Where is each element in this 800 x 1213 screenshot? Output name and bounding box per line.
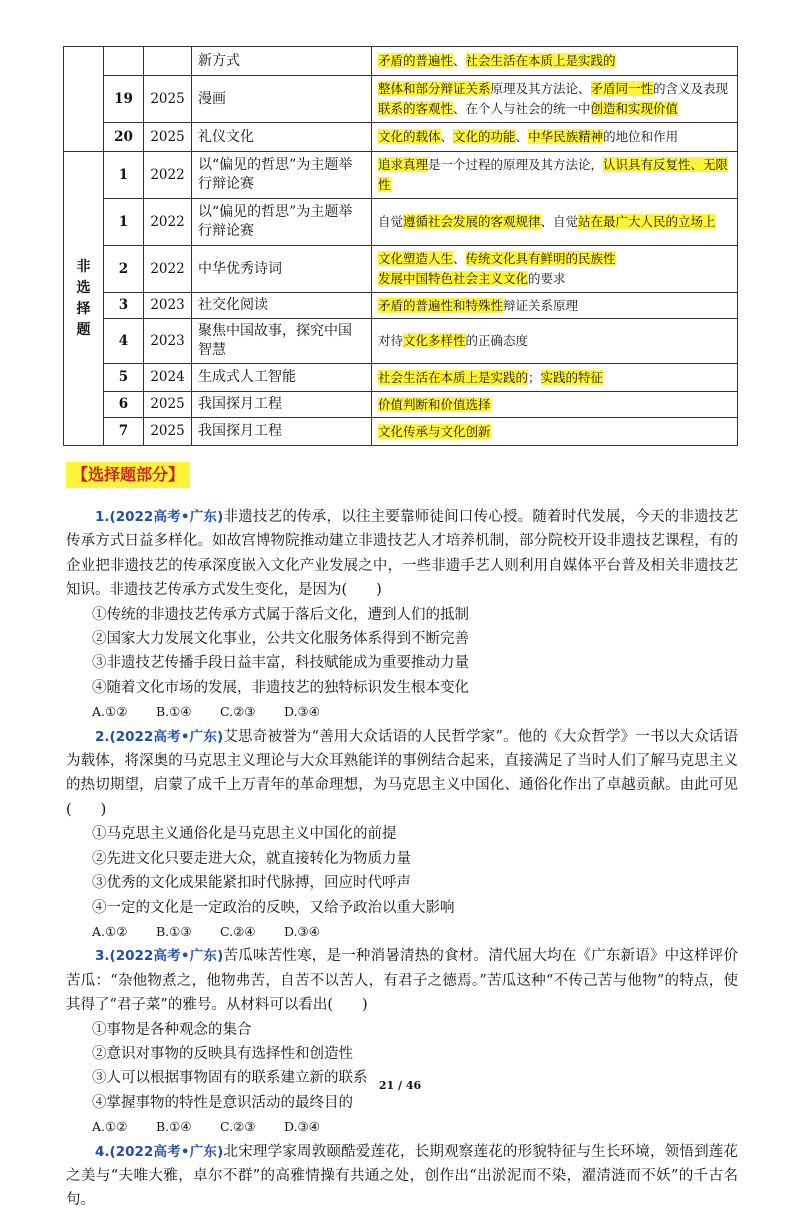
- page-number: 21 / 46: [378, 1079, 422, 1092]
- highlighted-text: 文化的载体: [378, 129, 441, 144]
- key-points-cell: [372, 392, 738, 418]
- text: 原理及其方法论、: [490, 81, 591, 96]
- topic-cell: 以“偏见的哲思”为主题举行辩论赛: [192, 152, 372, 199]
- highlighted-text: 矛盾同一性: [590, 81, 654, 96]
- year-cell: 2022: [144, 199, 192, 246]
- highlighted-text: 价值判断和价值选择: [378, 396, 491, 412]
- question-source-text: (2022高考•广东): [109, 509, 224, 525]
- highlighted-text: 中华民族精神: [528, 129, 604, 144]
- answer-choice: A.①②: [92, 704, 128, 720]
- question-num: 4.: [95, 1143, 110, 1160]
- topic-cell: 社交化阅读: [192, 293, 372, 319]
- year-cell: 2025: [144, 123, 192, 152]
- section-title: 【选择题部分】: [66, 462, 190, 488]
- question-num: 3.: [95, 948, 110, 965]
- key-points-line: [378, 395, 731, 415]
- question-number-cell: 19: [104, 76, 144, 123]
- category-char: 非: [76, 258, 91, 275]
- question-number-cell: 20: [104, 123, 144, 152]
- year-cell: 2023: [144, 293, 192, 319]
- answer-choice: D.③④: [284, 1119, 320, 1135]
- answer-choice: B.①④: [156, 1119, 192, 1135]
- highlighted-text: 遵循社会发展的客观规律: [403, 214, 541, 229]
- key-points-line: [378, 99, 731, 119]
- key-points-line: [378, 368, 731, 388]
- highlighted-text: 站在最广大人民的立场上: [578, 214, 716, 229]
- answer-choices: [66, 920, 738, 944]
- topic-cell: 生成式人工智能: [192, 364, 372, 392]
- question: [66, 505, 738, 725]
- category-char: 选: [76, 279, 91, 296]
- highlighted-text: 矛盾的普遍性: [378, 53, 454, 68]
- key-points-line: [378, 212, 731, 232]
- key-points-cell: [372, 76, 738, 123]
- option-statement: ③优秀的文化成果能紧扣时代脉搏，回应时代呼声: [92, 875, 411, 892]
- highlighted-text: 整体和部分辩证关系: [378, 81, 491, 96]
- option-statement: ④随着文化市场的发展，非遗技艺的独特标识发生根本变化: [92, 679, 469, 696]
- key-points-cell: [372, 152, 738, 199]
- question-source: [95, 1144, 223, 1160]
- answer-choices: [66, 1115, 738, 1139]
- year-cell: 2025: [144, 418, 192, 446]
- key-points-line: [378, 249, 731, 269]
- year-cell: 2023: [144, 319, 192, 364]
- year-cell: 2025: [144, 76, 192, 123]
- text: 、在个人与社会的统一中: [453, 101, 591, 116]
- question-number-cell: 5: [104, 364, 144, 392]
- key-points-line: [378, 51, 731, 71]
- table-row: [64, 152, 738, 199]
- key-points-cell: [372, 199, 738, 246]
- key-points-cell: [372, 418, 738, 446]
- text: 的正确态度: [465, 333, 529, 348]
- option-statement: ②国家大力发展文化事业，公共文化服务体系得到不断完善: [92, 631, 469, 648]
- question-number-cell: 4: [104, 319, 144, 364]
- text: 、: [453, 251, 466, 266]
- table-row: [64, 418, 738, 446]
- table-row: [64, 123, 738, 152]
- highlighted-text: 社会生活在本质上是实践的: [378, 369, 529, 385]
- key-points-cell: [372, 364, 738, 392]
- option-statement: ②先进文化只要走进大众，就直接转化为物质力量: [92, 850, 411, 867]
- text: 是一个过程的原理及其方法论，: [428, 157, 604, 172]
- text: ；: [528, 369, 541, 385]
- category-char: 题: [76, 321, 91, 338]
- table-row: [64, 392, 738, 418]
- question-text: 非遗技艺的传承，以往主要靠师徒间口传心授。随着时代发展，今天的非遗技艺传承方式日益多样化。如故宫博物院推动建立非遗技艺人才培养机制，部分院校开设非遗技艺课程，有的企业把非遗技艺的传承深度嵌入文化产业发展之中，一些非遗手艺人则利用自媒体平台普及相关非遗技艺知识。非遗技艺传承方式发生变化，是因为( ): [66, 509, 738, 599]
- answer-choice: A.①②: [92, 923, 128, 939]
- answer-choice: B.①④: [156, 704, 192, 720]
- knowledge-table: [63, 46, 738, 446]
- text: 的要求: [528, 271, 566, 286]
- key-points-line: [378, 422, 731, 442]
- answer-choice: D.③④: [284, 704, 320, 720]
- option-statement: ③非遗技艺传播手段日益丰富，科技赋能成为重要推动力量: [92, 655, 469, 672]
- question-source: [95, 948, 223, 964]
- answer-choice: C.②④: [220, 923, 256, 939]
- option-statement: ①事物是各种观念的集合: [92, 1021, 252, 1038]
- question-number-cell: 1: [104, 152, 144, 199]
- year-cell: 2022: [144, 152, 192, 199]
- question: [66, 944, 738, 1139]
- key-points-line: [378, 155, 731, 195]
- category-cell-empty: [64, 47, 104, 152]
- question-number-cell: 2: [104, 246, 144, 293]
- table-row: [64, 199, 738, 246]
- option-statement: ②意识对事物的反映具有选择性和创造性: [92, 1045, 353, 1062]
- table-row: [64, 319, 738, 364]
- highlighted-text: 认识具有反复性、无限性: [378, 157, 729, 192]
- text: 的地位和作用: [603, 129, 679, 144]
- table-row: [64, 364, 738, 392]
- option-statement: ①传统的非遗技艺传承方式属于落后文化，遭到人们的抵制: [92, 606, 469, 623]
- question-list: [66, 505, 738, 1213]
- answer-choice: A.①②: [92, 1119, 128, 1135]
- question-number-cell: 3: [104, 293, 144, 319]
- topic-cell: 聚焦中国故事，探究中国智慧: [192, 319, 372, 364]
- text: 的含义及表现: [653, 81, 729, 96]
- question-text: 艾思奇被誉为“善用大众话语的人民哲学家”。他的《大众哲学》一书以大众话语为载体，将深奥的马克思主义理论与大众耳熟能详的事例结合起来，直接满足了当时人们了解马克思主义的热切期望，启蒙了成千上万青年的革命理想，为马克思主义中国化、通俗化作出了卓越贡献。由此可见( ): [66, 728, 738, 818]
- question-num: 2.: [95, 728, 110, 745]
- answer-choice: B.①③: [156, 923, 192, 939]
- question-text: 北宋理学家周敦颐酷爱莲花，长期观察莲花的形貌特征与生长环境，领悟到莲花之美与“夫唯大雅，卓尔不群”的高雅情操有共通之处，创作出“出淤泥而不染，濯清涟而不妖”的千古名句。: [66, 1143, 738, 1209]
- highlighted-text: 社会生活在本质上是实践的: [465, 53, 616, 68]
- key-points-cell: [372, 246, 738, 293]
- year-cell: [144, 47, 192, 76]
- topic-cell: 漫画: [192, 76, 372, 123]
- answer-choice: C.②③: [220, 1119, 256, 1135]
- option-statement: ④掌握事物的特性是意识活动的最终目的: [92, 1094, 353, 1111]
- answer-choices: [66, 700, 738, 724]
- year-cell: 2024: [144, 364, 192, 392]
- text: 、: [515, 129, 529, 144]
- key-points-cell: [372, 293, 738, 319]
- key-points-line: [378, 127, 731, 147]
- question-num: 1.: [95, 509, 110, 525]
- highlighted-text: 联系的客观性: [378, 101, 454, 116]
- question-number-cell: 1: [104, 199, 144, 246]
- question-stem: [66, 944, 738, 1017]
- question: [66, 725, 738, 945]
- highlighted-text: 创造和实现价值: [590, 101, 679, 116]
- question-source-text: (2022高考•广东): [109, 728, 224, 745]
- category-char: 择: [76, 300, 91, 317]
- highlighted-text: 文化多样性: [403, 333, 466, 348]
- question-source-text: (2022高考•广东): [109, 948, 224, 965]
- category-cell: [64, 152, 104, 446]
- option-statement: ④一定的文化是一定政治的反映，又给予政治以重大影响: [92, 899, 455, 916]
- topic-cell: 我国探月工程: [192, 418, 372, 446]
- topic-cell: 我国探月工程: [192, 392, 372, 418]
- highlighted-text: 文化的功能: [453, 129, 516, 144]
- table-row: [64, 293, 738, 319]
- option-statement: ①马克思主义通俗化是马克思主义中国化的前提: [92, 826, 397, 843]
- highlighted-text: 发展中国特色社会主义文化: [378, 271, 529, 286]
- question-stem: [66, 505, 738, 603]
- topic-cell: 礼仪文化: [192, 123, 372, 152]
- answer-choice: D.③④: [284, 923, 320, 939]
- text: 辩证关系原理: [503, 297, 579, 313]
- topic-cell: 以“偏见的哲思”为主题举行辩论赛: [192, 199, 372, 246]
- question-number-cell: 7: [104, 418, 144, 446]
- question-stem: [66, 725, 738, 823]
- key-points-cell: [372, 123, 738, 152]
- key-points-line: [378, 79, 731, 99]
- text: 、: [453, 53, 466, 68]
- text: 、: [440, 129, 454, 144]
- table-row: [64, 246, 738, 293]
- topic-cell: 新方式: [192, 47, 372, 76]
- highlighted-text: 矛盾的普遍性和特殊性: [378, 297, 504, 313]
- question-number-cell: 6: [104, 392, 144, 418]
- topic-cell: 中华优秀诗词: [192, 246, 372, 293]
- table-row: [64, 76, 738, 123]
- table-row: [64, 47, 738, 76]
- highlighted-text: 追求真理: [378, 157, 429, 172]
- question-number-cell: [104, 47, 144, 76]
- question-text: 苦瓜味苦性寒，是一种消暑清热的食材。清代屈大均在《广东新语》中这样评价苦瓜：“杂他物煮之，他物弗苦，自苦不以苦人，有君子之德焉。”苦瓜这种“不传己苦与他物”的特点，使其得了“君子菜”的雅号。从材料可以看出( ): [66, 948, 738, 1014]
- question: [66, 1140, 738, 1213]
- question-source-text: (2022高考•广东): [109, 1143, 224, 1160]
- key-points-cell: [372, 47, 738, 76]
- highlighted-text: 文化塑造人生: [378, 251, 454, 266]
- answer-choice: C.②③: [220, 704, 256, 720]
- year-cell: 2022: [144, 246, 192, 293]
- highlighted-text: 传统文化具有鲜明的民族性: [465, 251, 616, 266]
- key-points-line: [378, 296, 731, 316]
- key-points-cell: [372, 319, 738, 364]
- question-source: [95, 729, 223, 745]
- text: 、自觉: [540, 214, 579, 229]
- question-stem: [66, 1140, 738, 1213]
- key-points-line: [378, 331, 731, 351]
- highlighted-text: 文化传承与文化创新: [378, 423, 491, 439]
- key-points-line: [378, 269, 731, 289]
- text: 对待: [378, 333, 404, 348]
- question-source: [95, 509, 223, 525]
- highlighted-text: 实践的特征: [540, 369, 604, 385]
- year-cell: 2025: [144, 392, 192, 418]
- option-statement: ③人可以根据事物固有的联系建立新的联系: [92, 1070, 368, 1087]
- text: 自觉: [378, 214, 404, 229]
